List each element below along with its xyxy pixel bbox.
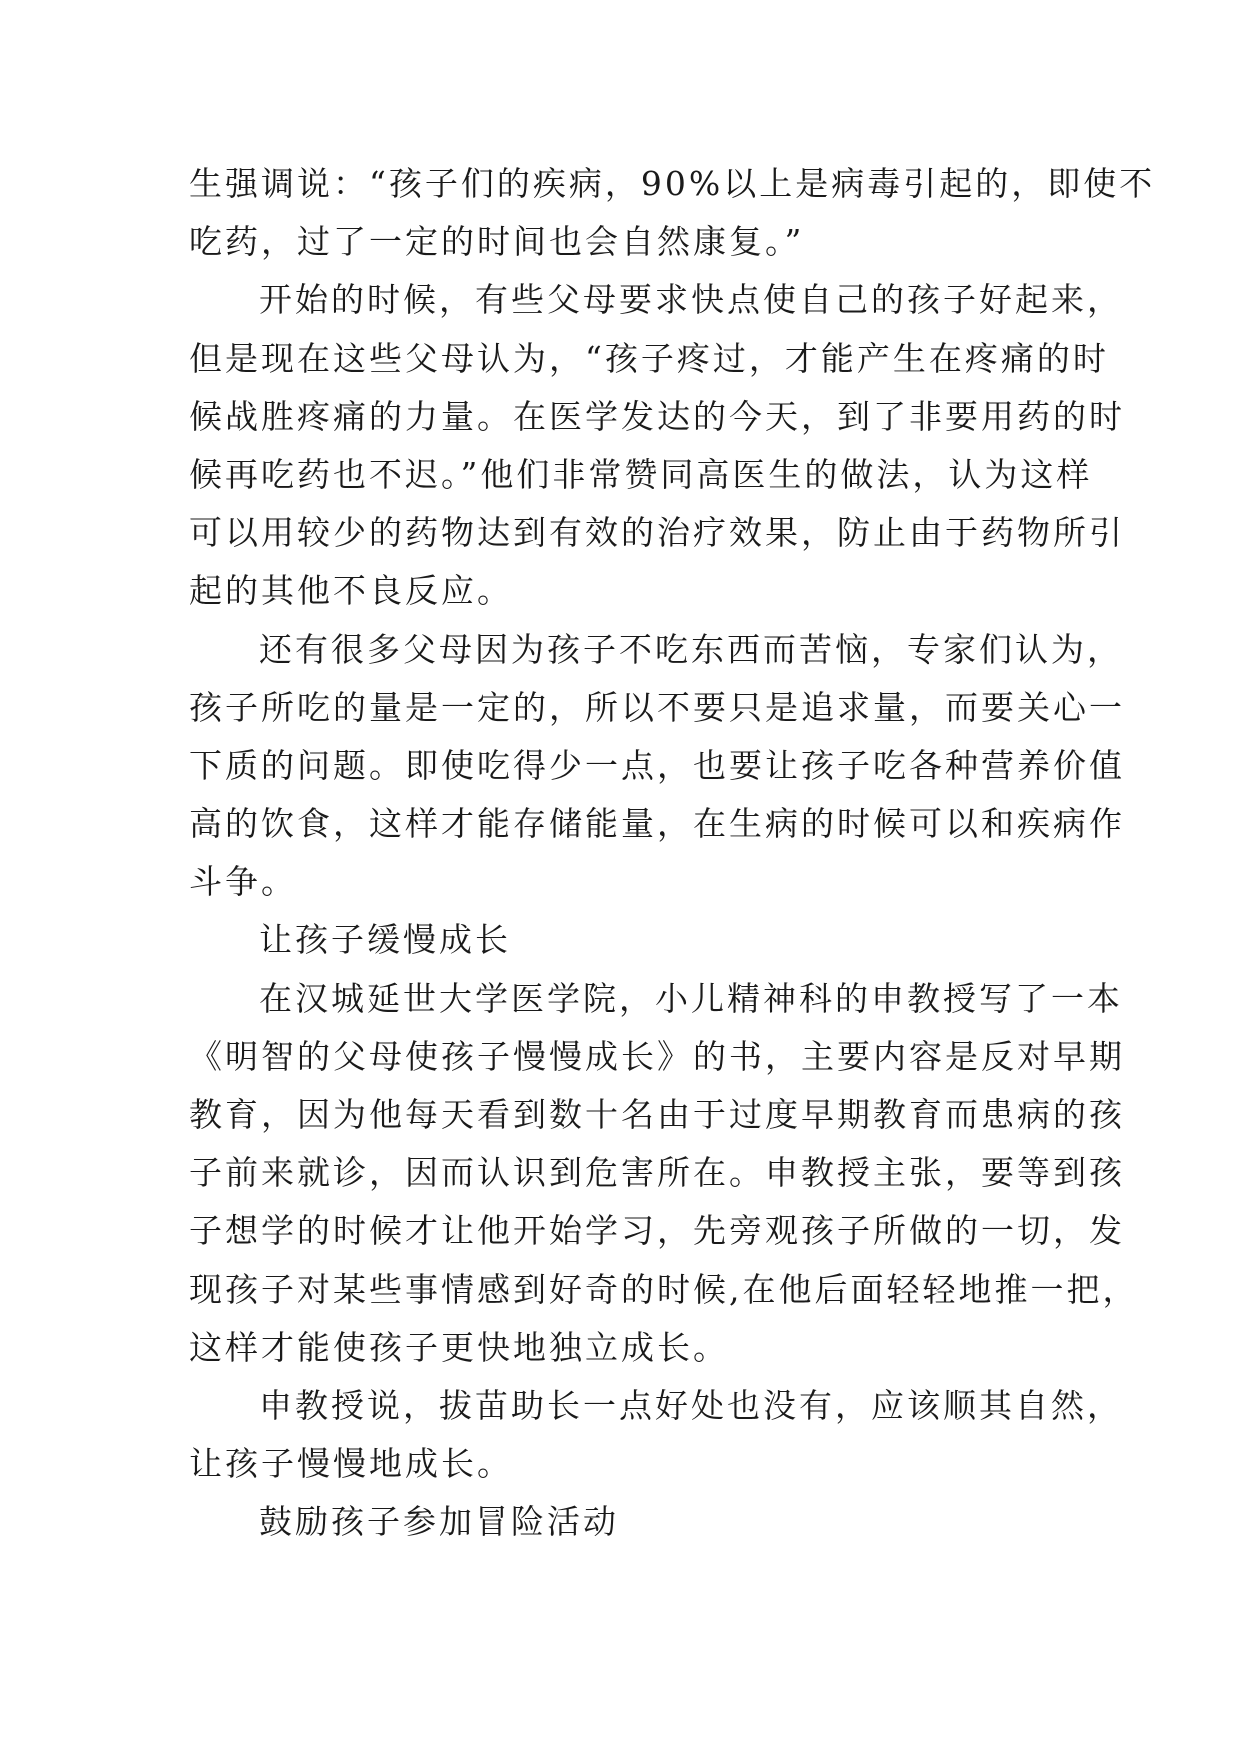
text-line: 现孩子对某些事情感到好奇的时候,在他后面轻轻地推一把， xyxy=(189,1269,1139,1309)
text-line: 候再吃药也不迟。”他们非常赞同高医生的做法，认为这样 xyxy=(189,454,1093,494)
text-line: 子前来就诊，因而认识到危害所在。申教授主张，要等到孩 xyxy=(189,1153,1125,1193)
text-line: 候战胜疼痛的力量。在医学发达的今天，到了非要用药的时 xyxy=(189,396,1125,436)
text-line: 起的其他不良反应。 xyxy=(189,571,513,611)
body-text xyxy=(189,155,1156,1552)
text-line: 斗争。 xyxy=(189,862,297,902)
text-line: 生强调说：“孩子们的疾病，90%以上是病毒引起的，即使不 xyxy=(189,164,1156,203)
text-line: 但是现在这些父母认为，“孩子疼过，才能产生在疼痛的时 xyxy=(189,338,1109,378)
section-heading: 鼓励孩子参加冒险活动 xyxy=(259,1502,619,1542)
text-line: 《明智的父母使孩子慢慢成长》的书，主要内容是反对早期 xyxy=(189,1036,1125,1076)
text-line: 可以用较少的药物达到有效的治疗效果，防止由于药物所引 xyxy=(189,513,1125,553)
text-line: 这样才能使孩子更快地独立成长。 xyxy=(189,1327,729,1367)
text-line: 开始的时候，有些父母要求快点使自己的孩子好起来， xyxy=(259,280,1123,320)
text-line: 在汉城延世大学医学院，小儿精神科的申教授写了一本 xyxy=(259,978,1123,1018)
section-heading: 让孩子缓慢成长 xyxy=(259,920,511,960)
text-line: 孩子所吃的量是一定的，所以不要只是追求量，而要关心一 xyxy=(189,687,1125,727)
text-line: 教育，因为他每天看到数十名由于过度早期教育而患病的孩 xyxy=(189,1095,1125,1134)
text-line: 子想学的时候才让他开始学习，先旁观孩子所做的一切，发 xyxy=(189,1211,1125,1251)
text-line: 高的饮食，这样才能存储能量，在生病的时候可以和疾病作 xyxy=(189,804,1125,844)
text-line: 吃药，过了一定的时间也会自然康复。” xyxy=(189,222,805,262)
text-line: 下质的问题。即使吃得少一点，也要让孩子吃各种营养价值 xyxy=(189,745,1125,785)
text-line: 还有很多父母因为孩子不吃东西而苦恼，专家们认为， xyxy=(259,629,1123,669)
text-line: 申教授说，拔苗助长一点好处也没有，应该顺其自然， xyxy=(259,1385,1123,1425)
text-line: 让孩子慢慢地成长。 xyxy=(189,1444,513,1484)
